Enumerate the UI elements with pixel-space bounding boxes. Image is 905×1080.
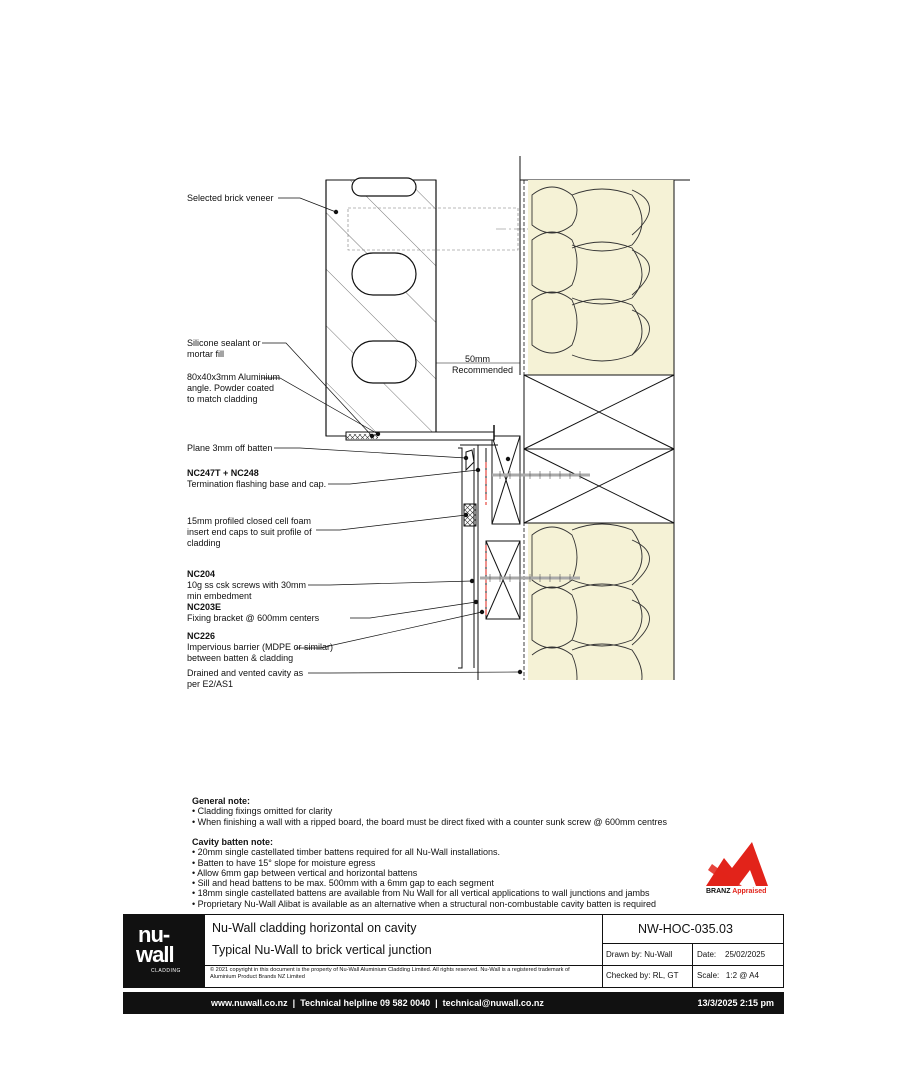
branz-brand: BRANZ bbox=[706, 888, 731, 895]
label-angle-3: to match cladding bbox=[187, 394, 258, 404]
footer-contacts[interactable]: www.nuwall.co.nz | Technical helpline 09 582 0040 | technical@nuwall.co.nz bbox=[211, 998, 544, 1008]
branz-logo bbox=[706, 842, 768, 886]
logo-wall: wall bbox=[136, 942, 174, 967]
footer-bar bbox=[123, 992, 784, 1014]
label-nc203-code: NC203E bbox=[187, 602, 222, 612]
footer-timestamp: 13/3/2025 2:15 pm bbox=[697, 998, 774, 1008]
drawing-title-1: Nu-Wall cladding horizontal on cavity bbox=[212, 921, 417, 935]
label-nc226-desc-2: between batten & cladding bbox=[187, 653, 294, 663]
logo-cladding: CLADDING bbox=[151, 968, 181, 974]
cavity-note-item: • Batten to have 15° slope for moisture egress bbox=[192, 858, 656, 868]
label-plane: Plane 3mm off batten bbox=[187, 443, 273, 453]
copyright-notice: © 2021 copyright in this document is the property of Nu-Wall Aluminium Cladding Limited. All rights reserved. Nu-Wall is a registered trademark of Aluminium Product Brands NZ Limited bbox=[210, 967, 570, 980]
label-angle-2: angle. Powder coated bbox=[187, 383, 275, 393]
label-foam-1: 15mm profiled closed cell foam bbox=[187, 516, 312, 526]
timber-framing bbox=[524, 375, 674, 523]
label-nc204-desc-2: min embedment bbox=[187, 591, 252, 601]
label-nc247-desc: Termination flashing base and cap. bbox=[187, 479, 327, 489]
drawing-number: NW-HOC-035.03 bbox=[638, 922, 733, 936]
label-nc226-desc-1: Impervious barrier (MDPE or similar) bbox=[187, 642, 334, 652]
cladding-profile bbox=[458, 445, 486, 680]
label-brick-veneer: Selected brick veneer bbox=[187, 193, 274, 203]
dimension-50mm: 50mm bbox=[465, 354, 491, 364]
label-foam-3: cladding bbox=[187, 538, 221, 548]
drawn-by: Drawn by: Nu-Wall bbox=[606, 950, 673, 959]
cavity-batten-upper bbox=[492, 436, 520, 524]
label-silicone-1: Silicone sealant or bbox=[187, 338, 261, 348]
label-nc226-code: NC226 bbox=[187, 631, 216, 641]
label-drained-1: Drained and vented cavity as bbox=[187, 668, 304, 678]
cavity-batten-note bbox=[192, 837, 656, 909]
cavity-note-item: • Allow 6mm gap between vertical and horizontal battens bbox=[192, 868, 656, 878]
general-note bbox=[192, 796, 667, 827]
cavity-note-item: • Proprietary Nu-Wall Alibat is available as an alternative when a structural non-combustable cavity batten is required bbox=[192, 899, 656, 909]
checked-by: Checked by: RL, GT bbox=[606, 971, 679, 980]
label-nc203-desc: Fixing bracket @ 600mm centers bbox=[187, 613, 320, 623]
general-note-item: • When finishing a wall with a ripped board, the board must be direct fixed with a counter sunk screw @ 600mm centres bbox=[192, 817, 667, 827]
dimension-recommended: Recommended bbox=[452, 365, 514, 375]
cavity-note-item: • Sill and head battens to be max. 500mm with a 6mm gap to each segment bbox=[192, 878, 656, 888]
label-foam-2: insert end caps to suit profile of bbox=[187, 527, 312, 537]
branz-appraised-text bbox=[706, 888, 766, 895]
label-drained-2: per E2/AS1 bbox=[187, 679, 234, 689]
drawing-date: Date: 25/02/2025 bbox=[697, 950, 766, 959]
drawing-title-2: Typical Nu-Wall to brick vertical junction bbox=[212, 943, 432, 957]
general-note-heading: General note: bbox=[192, 796, 251, 806]
label-nc247-code: NC247T + NC248 bbox=[187, 468, 259, 478]
cavity-batten-lower bbox=[486, 541, 520, 619]
label-angle-1: 80x40x3mm Aluminium bbox=[187, 372, 281, 382]
cavity-note-item: • 20mm single castellated timber battens required for all Nu-Wall installations. bbox=[192, 847, 656, 857]
label-nc204-code: NC204 bbox=[187, 569, 216, 579]
cavity-note-heading: Cavity batten note: bbox=[192, 837, 274, 847]
brick-veneer bbox=[326, 178, 436, 436]
cavity-note-item: • 18mm single castellated battens are available from Nu Wall for all vertical applications to wall junctions and jambs bbox=[192, 888, 656, 898]
drawing-scale: Scale: 1:2 @ A4 bbox=[697, 971, 759, 980]
branz-word: Appraised bbox=[732, 888, 767, 895]
general-note-item: • Cladding fixings omitted for clarity bbox=[192, 806, 667, 816]
label-nc204-desc-1: 10g ss csk screws with 30mm bbox=[187, 580, 307, 590]
title-block bbox=[123, 914, 784, 988]
nuwall-logo bbox=[124, 915, 204, 987]
logo-nu: nu- bbox=[138, 922, 170, 947]
label-silicone-2: mortar fill bbox=[187, 349, 225, 359]
